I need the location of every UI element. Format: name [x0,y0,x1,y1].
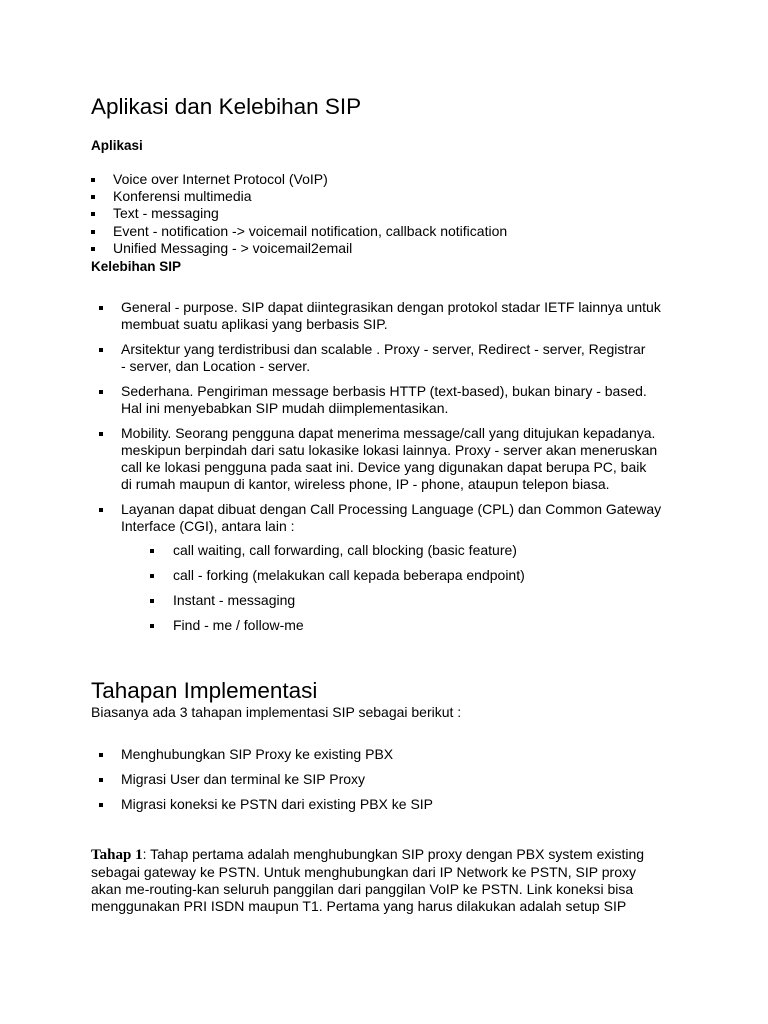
aplikasi-heading: Aplikasi [91,138,143,153]
list-item: Unified Messaging - > voicemail2email [91,240,507,257]
section-title-aplikasi-kelebihan: Aplikasi dan Kelebihan SIP [91,94,362,119]
tahap1-paragraph: Tahap 1: Tahap pertama adalah menghubungkan SIP proxy dengan PBX system existing sebagai gateway ke PSTN. Untuk menghubungkan dari IP Network ke PSTN, SIP proxy akan me-routing-kan seluruh panggilan dari panggilan VoIP ke PSTN. Link koneksi bisa menggunakan PRI ISDN maupun T1. Pertama yang harus dilakukan adalah setup SIP [91,846,645,914]
section-title-tahapan-implementasi: Tahapan Implementasi [91,678,318,703]
list-item: Text - messaging [91,205,507,222]
cpl-feature-list [121,542,699,634]
list-item: Migrasi User dan terminal ke SIP Proxy [99,771,699,788]
kelebihan-list [99,299,699,642]
tahapan-steps-list [99,746,699,821]
tahapan-intro: Biasanya ada 3 tahapan implementasi SIP sebagai berikut : [91,704,462,720]
tahap1-label: Tahap 1 [91,847,143,863]
list-item: Menghubungkan SIP Proxy ke existing PBX [99,746,699,763]
list-item: Voice over Internet Protocol (VoIP) [91,171,507,188]
aplikasi-list [91,171,507,257]
sub-list-item: Instant - messaging [150,592,699,609]
list-item: Konferensi multimedia [91,188,507,205]
list-item: Layanan dapat dibuat dengan Call Processing Language (CPL) dan Common Gateway Interface (CGI), antara lain : call waiting, call forwarding, call blocking (basic feature) call - forking (melakukan call kepada beberapa endpoint) Instant - messaging Find - me / follow-me [99,501,699,634]
sub-list-item: call waiting, call forwarding, call blocking (basic feature) [150,542,699,559]
list-item: Migrasi koneksi ke PSTN dari existing PBX ke SIP [99,796,699,813]
sub-list-item: Find - me / follow-me [150,617,699,634]
list-item: Sederhana. Pengiriman message berbasis HTTP (text-based), bukan binary - based. Hal ini menyebabkan SIP mudah diimplementasikan. [99,383,699,417]
list-item: Mobility. Seorang pengguna dapat menerima message/call yang ditujukan kepadanya. meskipun berpindah dari satu lokasike lokasi lainnya. Proxy - server akan meneruskan call ke lokasi pengguna pada saat ini. Device yang digunakan dapat berupa PC, baik di rumah maupun di kantor, wireless phone, IP - phone, ataupun telepon biasa. [99,425,699,493]
list-item: Arsitektur yang terdistribusi dan scalable . Proxy - server, Redirect - server, Registrar - server, dan Location - server. [99,341,699,375]
kelebihan-heading: Kelebihan SIP [91,259,182,274]
list-item: Event - notification -> voicemail notification, callback notification [91,223,507,240]
sub-list-item: call - forking (melakukan call kepada beberapa endpoint) [150,567,699,584]
list-item: General - purpose. SIP dapat diintegrasikan dengan protokol stadar IETF lainnya untuk membuat suatu aplikasi yang berbasis SIP. [99,299,699,333]
